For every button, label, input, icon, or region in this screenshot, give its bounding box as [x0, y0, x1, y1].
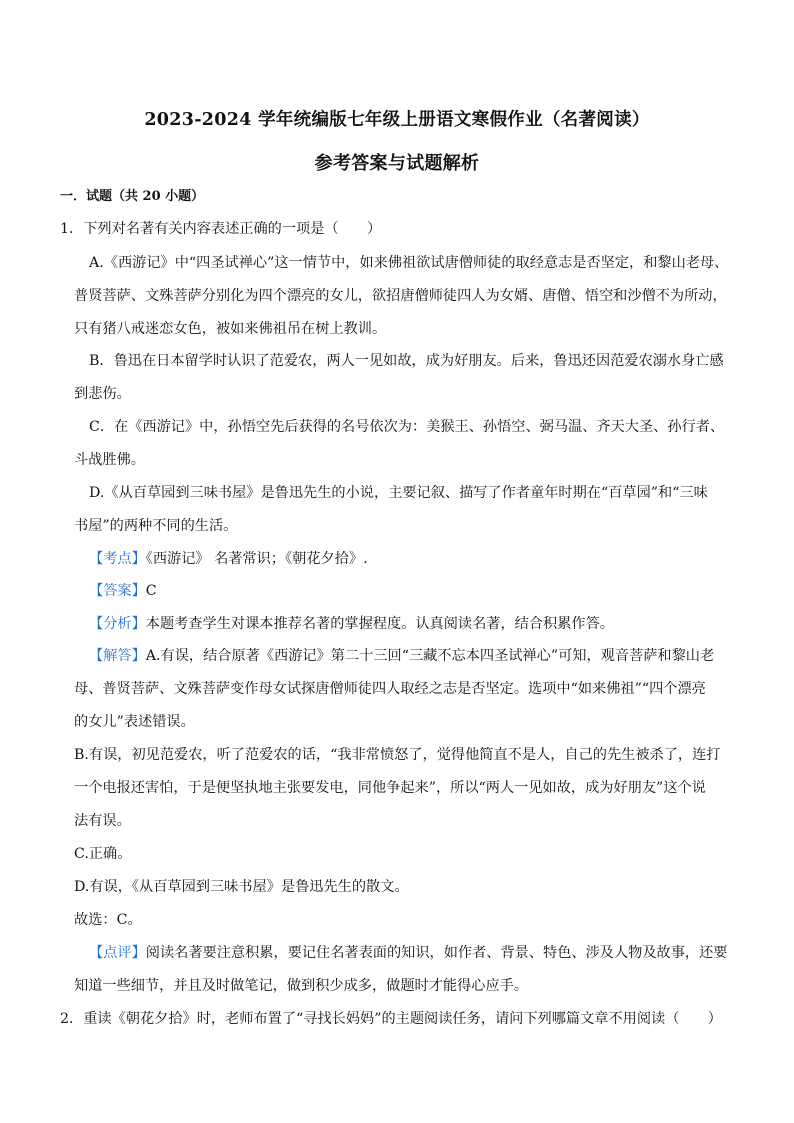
solution-c-line: C.正确。: [74, 846, 132, 862]
knowledge-point: [89, 549, 368, 569]
knowledge-point-tag: 【考点】: [89, 551, 146, 567]
analysis: [89, 614, 614, 634]
analysis-text: 本题考查学生对课本推荐名著的掌握程度。认真阅读名著，结合积累作答。: [145, 616, 614, 632]
solution-line-1: [89, 646, 714, 666]
option-a-line-3: 只有猪八戒迷恋女色，被如来佛祖吊在树上教训。: [74, 321, 387, 337]
option-b-line-2: 到悲伤。: [74, 386, 131, 402]
option-a-line-1: A.《西游记》中“四圣试禅心”这一情节中，如来佛祖欲试唐僧师徒的取经意志是否坚定，和黎山老母、: [89, 255, 729, 271]
comment-tag: 【点评】: [89, 945, 146, 961]
option-d-line-2: 书屋”的两种不同的生活。: [74, 518, 238, 534]
question-2-stem: 2．重读《朝花夕拾》时，老师布置了“寻找长妈妈”的主题阅读任务，请问下列哪篇文章不用阅读（ ）: [60, 1011, 722, 1027]
solution-b-line-3: 法有误。: [74, 813, 131, 829]
solution-d-line: D.有误，《从百草园到三味书屋》是鲁迅先生的散文。: [74, 879, 409, 895]
solution-line-3: 的女儿”表述错误。: [74, 714, 195, 730]
option-b-line-1: B．鲁迅在日本留学时认识了范爱农，两人一见如故，成为好朋友。后来，鲁迅还因范爱农溺水身亡感: [89, 353, 724, 369]
answer: [89, 581, 157, 601]
page-subtitle: 参考答案与试题解析: [314, 153, 480, 174]
knowledge-point-text: 《西游记》 名著常识；《朝花夕拾》.: [145, 551, 368, 567]
option-a-line-2: 普贤菩萨、文殊菩萨分别化为四个漂亮的女儿，欲招唐僧师徒四人为女婿、唐僧、悟空和沙僧不为所动，: [74, 288, 727, 304]
section-heading: 一．试题（共 20 小题）: [60, 189, 205, 204]
page-title: 2023-2024 学年统编版七年级上册语文寒假作业（名著阅读）: [144, 110, 650, 130]
option-c-line-2: 斗战胜佛。: [74, 452, 145, 468]
option-d-line-1: D.《从百草园到三味书屋》是鲁迅先生的小说，主要记叙、描写了作者童年时期在“百草园”和“三味: [89, 485, 708, 501]
comment-line-2: 知道一些细节，并且及时做笔记，做到积少成多，做题时才能得心应手。: [74, 978, 529, 994]
answer-text: C: [145, 583, 157, 599]
answer-tag: 【答案】: [89, 583, 146, 599]
final-choice: 故选：C。: [74, 912, 142, 928]
solution-b-line-1: B.有误，初见范爱农，听了范爱农的话，“我非常愤怒了，觉得他简直不是人，自己的先生被杀了，连打: [74, 747, 721, 763]
solution-text-1: A.有误，结合原著《西游记》第二十三回“三藏不忘本四圣试禅心”可知，观音菩萨和黎山老: [145, 648, 715, 664]
comment-text-1: 阅读名著要注意积累，要记住名著表面的知识，如作者、背景、特色、涉及人物及故事，还要: [145, 945, 728, 961]
analysis-tag: 【分析】: [89, 616, 146, 632]
option-c-line-1: C．在《西游记》中，孙悟空先后获得的名号依次为：美猴王、孙悟空、弼马温、齐天大圣、孙行者、: [89, 419, 725, 435]
question-1-stem: 1．下列对名著有关内容表述正确的一项是（ ）: [60, 221, 382, 237]
comment-line-1: [89, 943, 727, 963]
solution-b-line-2: 一个电报还害怕，于是便坚执地主张要发电，同他争起来”，所以“两人一见如故，成为好朋友”这个说: [74, 780, 706, 796]
solution-tag: 【解答】: [89, 648, 146, 664]
solution-line-2: 母、普贤菩萨、文殊菩萨变作母女试探唐僧师徒四人取经之志是否坚定。选项中“如来佛祖”“四个漂亮: [74, 681, 706, 697]
